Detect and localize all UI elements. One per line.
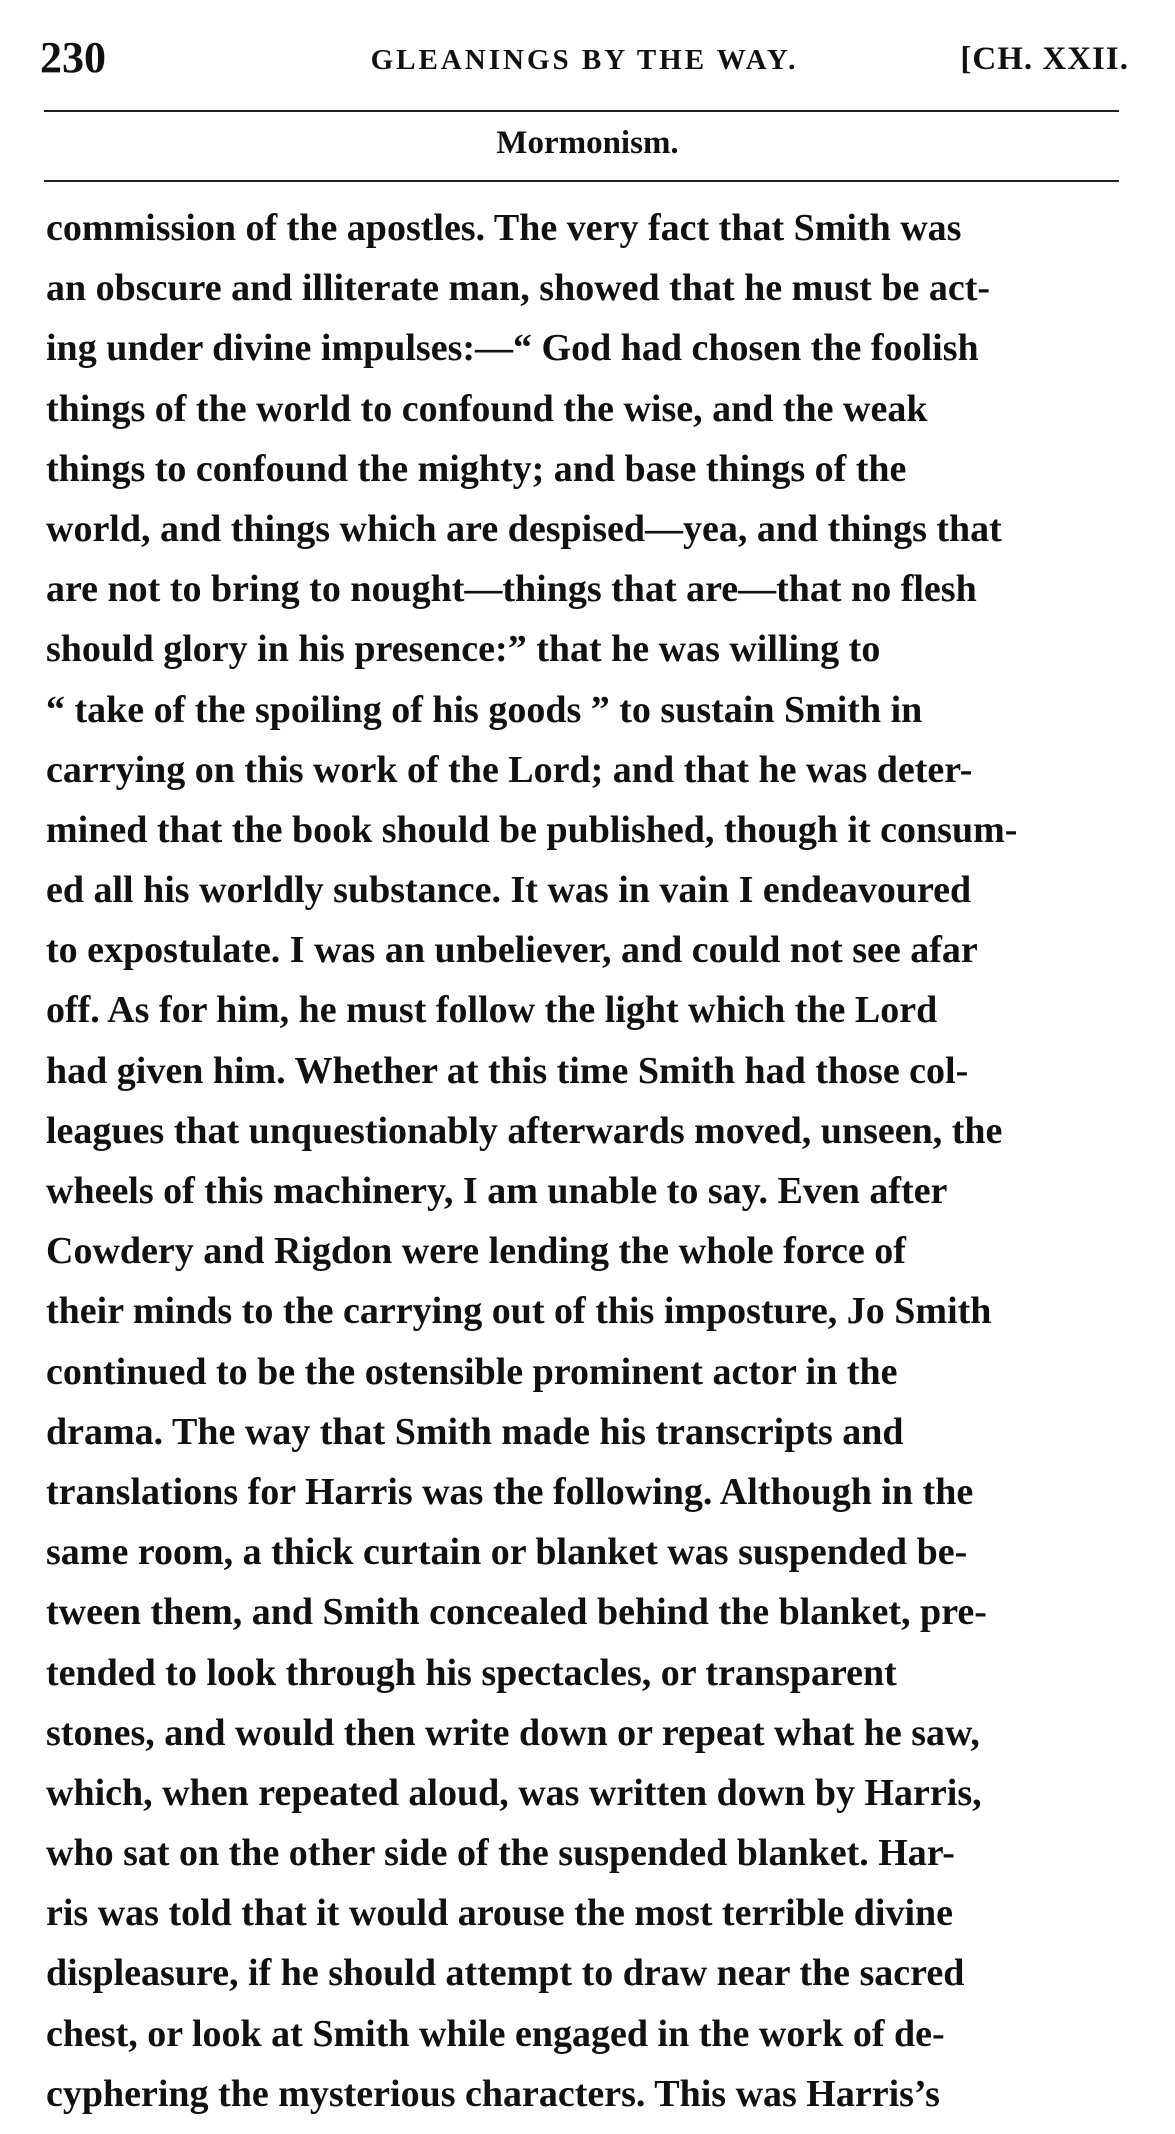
text-line: are not to bring to nought—things that are—that no flesh xyxy=(46,568,977,611)
text-line: off. As for him, he must follow the light which the Lord xyxy=(46,989,938,1032)
text-line: carrying on this work of the Lord; and that he was deter- xyxy=(46,748,973,791)
text-line: chest, or look at Smith while engaged in the work of de- xyxy=(46,2012,945,2055)
header-rule-top xyxy=(44,110,1119,112)
text-line: had given him. Whether at this time Smith had those col- xyxy=(46,1049,969,1092)
running-header xyxy=(40,28,1129,88)
text-line: drama. The way that Smith made his transcripts and xyxy=(46,1410,904,1453)
text-line: ed all his worldly substance. It was in vain I endeavoured xyxy=(46,869,972,912)
text-line: an obscure and illiterate man, showed that he must be act- xyxy=(46,267,991,310)
text-line: which, when repeated aloud, was written down by Harris, xyxy=(46,1771,982,1814)
text-line: their minds to the carrying out of this imposture, Jo Smith xyxy=(46,1290,992,1333)
text-line: cyphering the mysterious characters. This was Harris’s xyxy=(46,2072,940,2115)
text-line: mined that the book should be published, though it consum- xyxy=(46,808,1018,851)
text-line: ris was told that it would arouse the most terrible divine xyxy=(46,1892,954,1935)
text-line: continued to be the ostensible prominent actor in the xyxy=(46,1350,898,1393)
text-line: leagues that unquestionably afterwards moved, unseen, the xyxy=(46,1109,1003,1152)
text-line: commission of the apostles. The very fact that Smith was xyxy=(46,207,962,249)
text-line: translations for Harris was the following. Although in the xyxy=(46,1470,974,1513)
text-line: tended to look through his spectacles, or transparent xyxy=(46,1651,897,1694)
text-line: world, and things which are despised—yea, and things that xyxy=(46,507,1002,550)
text-line: “ take of the spoiling of his goods ” to sustain Smith in xyxy=(46,688,923,731)
text-line: stones, and would then write down or repeat what he saw, xyxy=(46,1711,980,1754)
page-number: 230 xyxy=(40,33,106,82)
section-title: Mormonism. xyxy=(496,125,679,161)
text-line: same room, a thick curtain or blanket was suspended be- xyxy=(46,1531,968,1574)
text-line: Cowdery and Rigdon were lending the whole force of xyxy=(46,1230,906,1273)
text-line: who sat on the other side of the suspended blanket. Har- xyxy=(46,1832,955,1875)
text-line: wheels of this machinery, I am unable to say. Even after xyxy=(46,1170,948,1212)
text-line: things to confound the mighty; and base things of the xyxy=(46,447,907,490)
text-line: things of the world to confound the wise, and the weak xyxy=(46,387,928,430)
text-line: should glory in his presence:” that he was willing to xyxy=(46,628,881,671)
text-line: ing under divine impulses:—“ God had chosen the foolish xyxy=(46,327,979,370)
book-title: GLEANINGS BY THE WAY. xyxy=(370,44,799,76)
body-text xyxy=(46,198,1170,2124)
text-line: displeasure, if he should attempt to draw near the sacred xyxy=(46,1952,965,1995)
header-rule-bottom xyxy=(44,180,1119,182)
text-line: to expostulate. I was an unbeliever, and could not see afar xyxy=(46,929,978,972)
text-line: tween them, and Smith concealed behind the blanket, pre- xyxy=(46,1591,987,1634)
chapter-reference: [CH. XXII. xyxy=(960,41,1129,77)
